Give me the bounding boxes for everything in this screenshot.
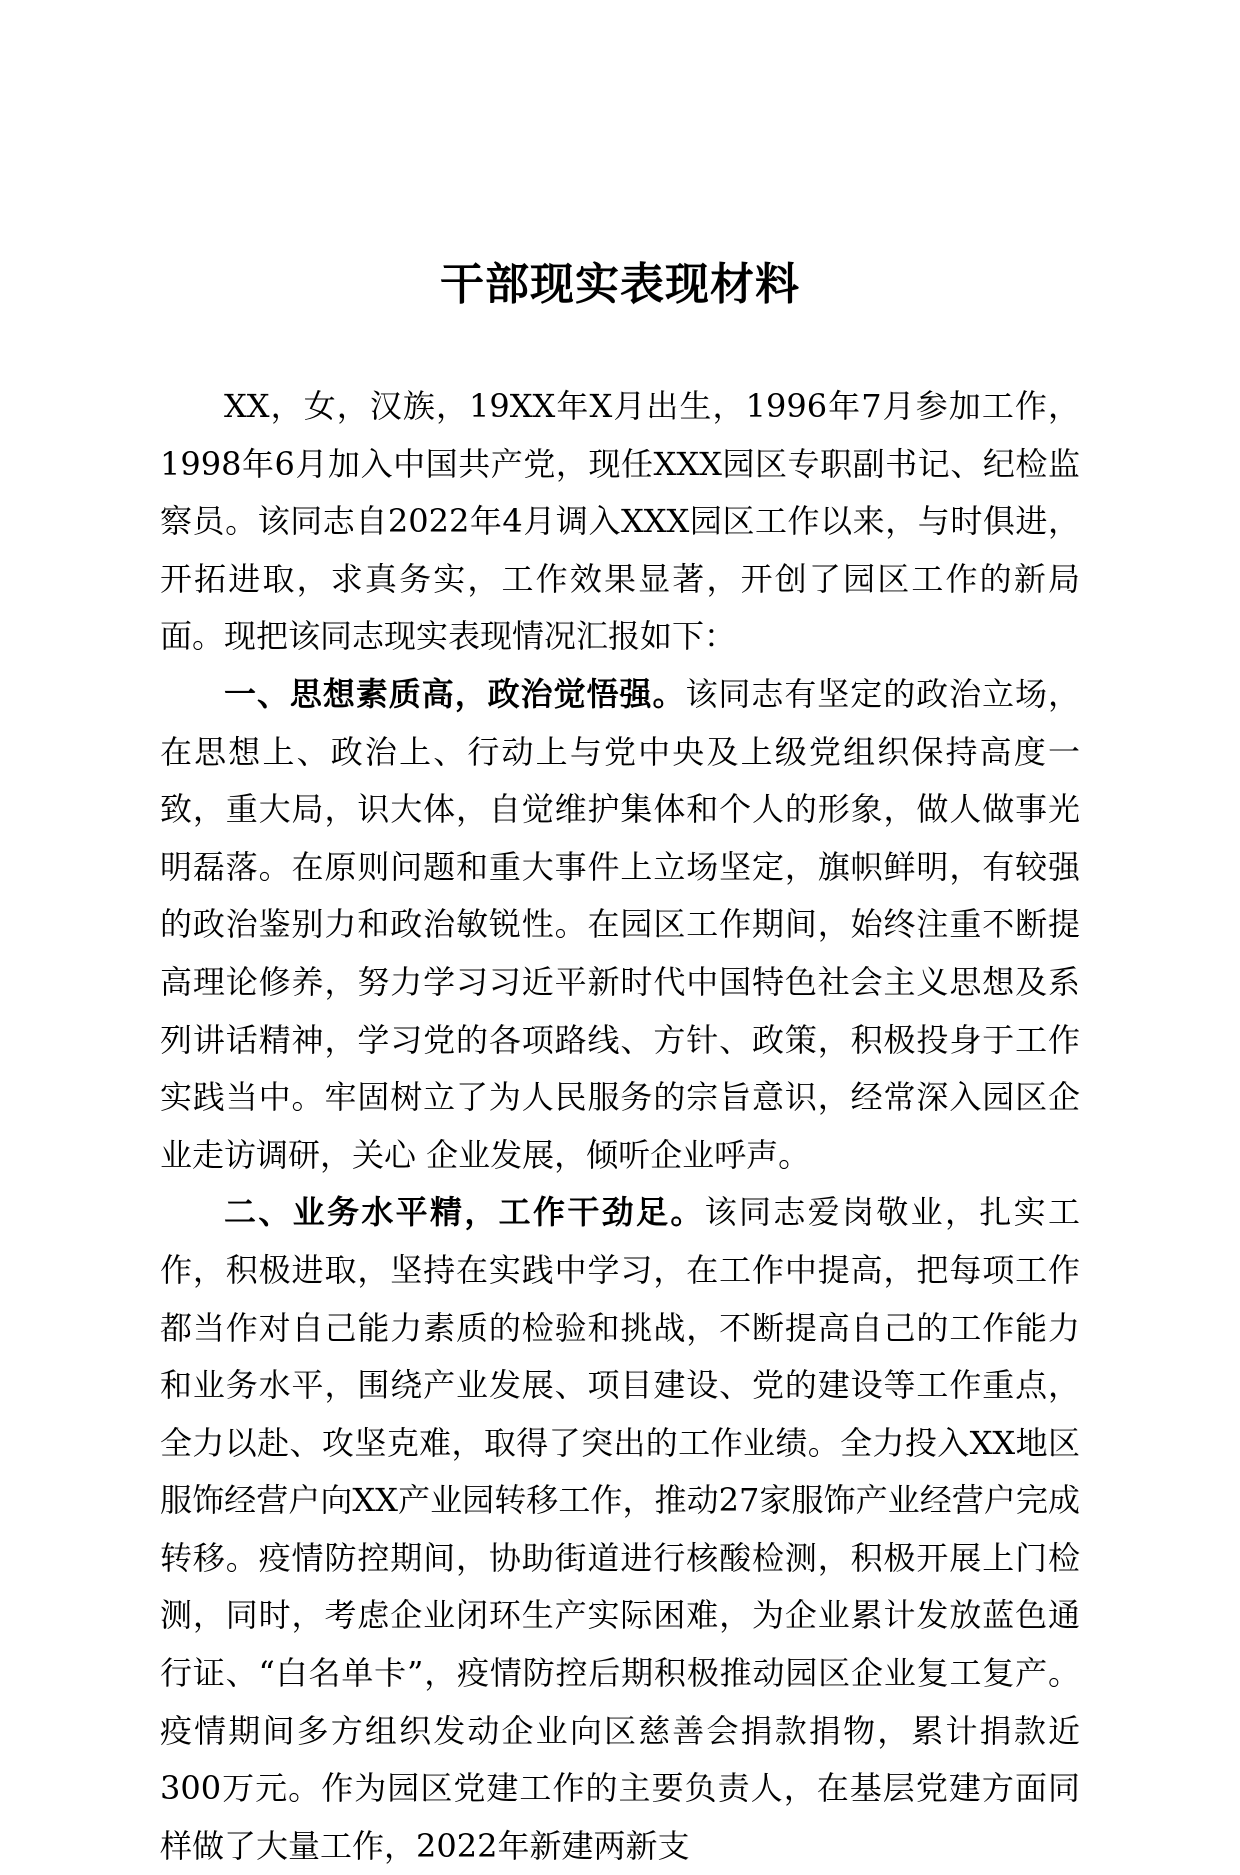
document-title: 干部现实表现材料: [440, 259, 800, 310]
section-heading-2: 二、业务水平精，工作干劲足。: [224, 1193, 705, 1232]
document-body: [160, 378, 1080, 1875]
section-text-2: 该同志爱岗敬业，扎实工作，积极进取，坚持在实践中学习，在工作中提高，把每项工作都当作对自己能力素质的检验和挑战，不断提高自己的工作能力和业务水平，围绕产业发展、项目建设、党的建设等工作重点，全力以赴、攻坚克难，取得了突出的工作业绩。全力投入XX地区服饰经营户向XX产业园转移工作，推动27家服饰产业经营户完成转移。疫情防控期间，协助街道进行核酸检测，积极开展上门检测，同时，考虑企业闭环生产实际困难，为企业累计发放蓝色通行证、“白名单卡”，疫情防控后期积极推动园区企业复工复产。疫情期间多方组织发动企业向区慈善会捐款捐物，累计捐款近300万元。作为园区党建工作的主要负责人，在基层党建方面同样做了大量工作，2022年新建两新支: [160, 1193, 1080, 1865]
intro-paragraph: XX，女，汉族，19XX年X月出生，1996年7月参加工作，1998年6月加入中国共产党，现任XXX园区专职副书记、纪检监察员。该同志自2022年4月调入XXX园区工作以来，与时俱进，开拓进取，求真务实，工作效果显著，开创了园区工作的新局面。现把该同志现实表现情况汇报如下：: [160, 387, 1080, 656]
section-text-1: 该同志有坚定的政治立场，在思想上、政治上、行动上与党中央及上级党组织保持高度一致，重大局，识大体，自觉维护集体和个人的形象，做人做事光明磊落。在原则问题和重大事件上立场坚定，旗帜鲜明，有较强的政治鉴别力和政治敏锐性。在园区工作期间，始终注重不断提高理论修养，努力学习习近平新时代中国特色社会主义思想及系列讲话精神，学习党的各项路线、方针、政策，积极投身于工作实践当中。牢固树立了为人民服务的宗旨意识，经常深入园区企业走访调研，关心 企业发展，倾听企业呼声。: [160, 674, 1080, 1174]
section-paragraph-2: [160, 1184, 1080, 1875]
section-paragraph-1: [160, 666, 1080, 1184]
section-heading-1: 一、思想素质高，政治觉悟强。: [224, 674, 686, 713]
